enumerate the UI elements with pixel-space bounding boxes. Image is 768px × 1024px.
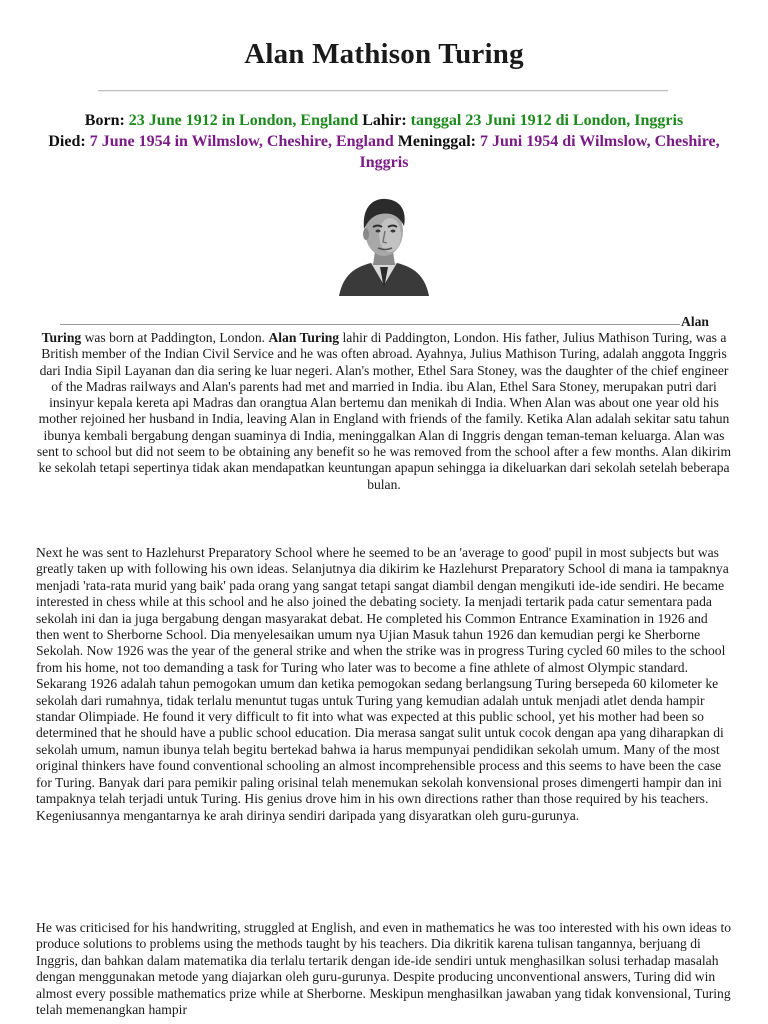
born-label: Born: <box>84 112 125 129</box>
paragraph-3: He was criticised for his handwriting, struggled at English, and even in mathematics he was too interested with his own ideas to produce solutions to problems using the methods taught by his teachers. Dia dikritik karena tulisan tangannya, berjuang di Inggris, dan bahkan dalam matematika dia terlalu tertarik dengan ide-ide sendiri untuk menghasilkan solusi terhadap masalah dengan menggunakan metode yang diajarkan oleh guru-gurunya. Despite producing unconventional answers, Turing did win almost every possible mathematics prize while at Sherborne. Meskipun menghasilkan jawaban yang tidak konvensional, Turing telah memenangkan hampir <box>36 920 732 1018</box>
bio-block <box>40 110 728 173</box>
portrait-photo <box>337 193 431 296</box>
paragraph-1 <box>36 330 732 493</box>
portrait-icon <box>337 193 431 296</box>
meninggal-value: 7 Juni 1954 di Wilmslow, Cheshire, Inggris <box>359 133 720 171</box>
alan-turing-bold: Alan Turing <box>268 330 340 345</box>
paragraph-1-text-a: was born at Paddington, London. <box>81 330 269 345</box>
section-divider <box>60 324 680 325</box>
meninggal-label: Meninggal: <box>397 133 476 150</box>
lahir-label: Lahir: <box>362 112 407 129</box>
born-value: 23 June 1912 in London, England <box>128 112 359 129</box>
died-label: Died: <box>48 133 86 150</box>
died-value: 7 June 1954 in Wilmslow, Cheshire, England <box>89 133 394 150</box>
turing-bold: Turing <box>41 330 82 345</box>
paragraph-2: Next he was sent to Hazlehurst Preparatory School where he seemed to be an 'average to good' pupil in most subjects but was greatly taken up with following his own ideas. Selanjutnya dia dikirim ke Hazlehurst Preparatory School di mana ia tampaknya menjadi 'rata-rata murid yang baik' pada orang yang sangat tetapi sangat diambil dengan mengikuti ide-ide sendiri. He became interested in chess while at this school and he also joined the debating society. Ia menjadi tertarik pada catur sementara pada sekolah ini dan ia juga bergabung dengan masyarakat debat. He completed his Common Entrance Examination in 1926 and then went to Sherborne School. Dia menyelesaikan umum nya Ujian Masuk tahun 1926 dan kemudian pergi ke Sherborne Sekolah. Now 1926 was the year of the general strike and when the strike was in progress Turing cycled 60 miles to the school from his home, not too demanding a task for Turing who later was to become a fine athlete of almost Olympic standard. Sekarang 1926 adalah tahun pemogokan umum dan ketika pemogokan sedang berlangsung Turing bersepeda 60 kilometer ke sekolah dari rumahnya, tidak terlalu menuntut tugas untuk Turing yang kemudian adalah untuk menjadi atlet denda hampir standar Olimpiade. He found it very difficult to fit into what was expected at this public school, yet his mother had been so determined that he should have a public school education. Dia merasa sangat sulit untuk cocok dengan apa yang diharapkan di sekolah umum, namun ibunya telah begitu bertekad bahwa ia harus mempunyai pendidikan sekolah umum. Many of the most original thinkers have found conventional schooling an almost incomprehensible process and this seems to have been the case for Turing. Banyak dari para pemikir paling orisinal telah menemukan sekolah konvensional proses dimengerti hampir dan ini tampaknya telah terjadi untuk Turing. His genius drove him in his own directions rather than those required by his teachers. Kegeniusannya mengantarnya ke arah dirinya sendiri daripada yang disyaratkan oleh guru-gurunya. <box>36 545 729 823</box>
lahir-value: tanggal 23 Juni 1912 di London, Inggris <box>410 112 684 129</box>
title-divider <box>98 90 668 92</box>
paragraph-1-text-b: lahir di Paddington, London. His father, Julius Mathison Turing, was a British member of the Indian Civil Service and he was often abroad. Ayahnya, Julius Mathison Turing, adalah anggota Inggris dari India Sipil Layanan dan dia sering ke luar negeri. Alan's mother, Ethel Sara Stoney, was the daughter of the chief engineer of the Madras railways and Alan's parents had met and married in India. ibu Alan, Ethel Sara Stoney, merupakan putri dari insinyur kepala kereta api Madras dan orangtua Alan bertemu dan menikah di India. When Alan was about one year old his mother rejoined her husband in India, leaving Alan in England with friends of the family. Ketika Alan adalah sekitar satu tahun ibunya kembali bergabung dengan suaminya di India, meninggalkan Alan di Inggris dengan teman-teman keluarga. Alan was sent to school but did not seem to be obtaining any benefit so he was removed from the school after a few months. Alan dikirim ke sekolah tetapi sepertinya tidak akan mendapatkan keuntungan apapun sehingga ia dikeluarkan dari sekolah setelah beberapa bulan. <box>36 330 732 492</box>
intro-first-word: Alan <box>681 314 709 329</box>
page-title: Alan Mathison Turing <box>244 38 524 70</box>
